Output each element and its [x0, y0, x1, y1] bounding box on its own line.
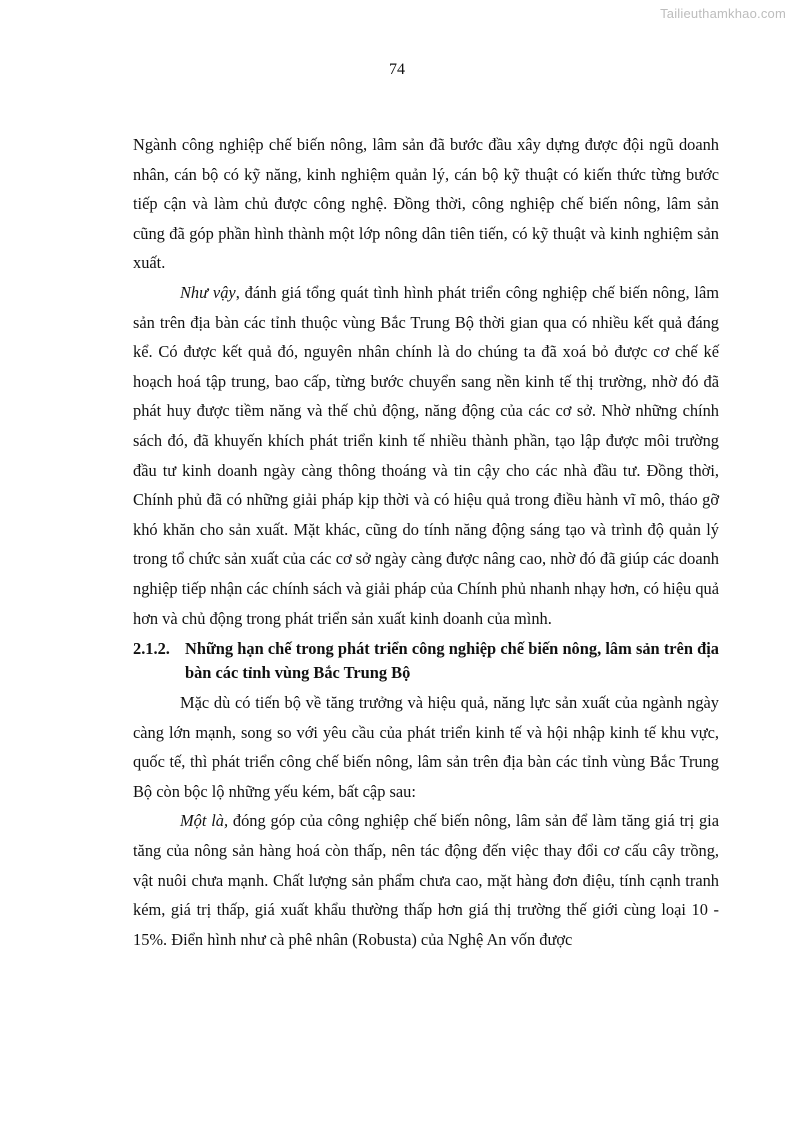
paragraph-2-lead: Như vậy	[180, 282, 236, 302]
document-body	[133, 130, 719, 954]
paragraph-4	[133, 806, 719, 954]
section-number: 2.1.2.	[133, 639, 170, 659]
paragraph-2	[133, 278, 719, 633]
paragraph-1: Ngành công nghiệp chế biến nông, lâm sản đã bước đầu xây dựng được đội ngũ doanh nhân, cán bộ có kỹ năng, kinh nghiệm quản lý, cán bộ kỹ thuật có kiến thức từng bước tiếp cận và làm chủ được công nghệ. Đồng thời, công nghiệp chế biến nông, lâm sản cũng đã góp phần hình thành một lớp nông dân tiên tiến, có kỹ thuật và kinh nghiệm sản xuất.	[133, 135, 719, 273]
paragraph-2-body: , đánh giá tổng quát tình hình phát triển công nghiệp chế biến nông, lâm sản trên địa bàn các tỉnh thuộc vùng Bắc Trung Bộ thời gian qua có nhiều kết quả đáng kể. Có được kết quả đó, nguyên nhân chính là do chúng ta đã xoá bỏ được cơ chế kế hoạch hoá tập trung, bao cấp, từng bước chuyển sang nền kinh tế thị trường, nhờ đó đã phát huy được tiềm năng và thế chủ động, năng động của các cơ sở. Nhờ những chính sách đó, đã khuyến khích phát triển kinh tế nhiều thành phần, tạo lập được môi trường đầu tư kinh doanh ngày càng thông thoáng và tin cậy cho các nhà đầu tư. Đồng thời, Chính phủ đã có những giải pháp kịp thời và có hiệu quả trong điều hành vĩ mô, tháo gỡ khó khăn cho sản xuất. Mặt khác, cũng do tính năng động sáng tạo và trình độ quản lý trong tổ chức sản xuất của các cơ sở ngày càng được nâng cao, nhờ đó đã giúp các doanh nghiệp tiếp nhận các chính sách và giải pháp của Chính phủ nhanh nhạy hơn, có hiệu quả hơn và chủ động trong phát triển sản xuất kinh doanh của mình.	[133, 282, 719, 628]
watermark: Tailieuthamkhao.com	[660, 6, 786, 21]
page-number: 74	[389, 61, 405, 78]
section-heading	[133, 633, 719, 688]
paragraph-4-body: đóng góp của công nghiệp chế biến nông, lâm sản để làm tăng giá trị gia tăng của nông sản hàng hoá còn thấp, nên tác động đến việc thay đổi cơ cấu cây trồng, vật nuôi chưa mạnh. Chất lượng sản phẩm chưa cao, mặt hàng đơn điệu, tính cạnh tranh kém, giá trị thấp, giá xuất khẩu thường thấp hơn giá thị trường thế giới cùng loại 10 - 15%. Điển hình như cà phê nhân (Robusta) của Nghệ An vốn được	[133, 811, 719, 949]
section-title: Những hạn chế trong phát triển công nghiệp chế biến nông, lâm sản trên địa bàn các tỉnh vùng Bắc Trung Bộ	[185, 639, 719, 683]
paragraph-3: Mặc dù có tiến bộ về tăng trưởng và hiệu quả, năng lực sản xuất của ngành ngày càng lớn mạnh, song so với yêu cầu của phát triển kinh tế và hội nhập kinh tế khu vực, quốc tế, thì phát triển công chế biến nông, lâm sản trên địa bàn các tỉnh vùng Bắc Trung Bộ còn bộc lộ những yếu kém, bất cập sau:	[133, 693, 719, 801]
paragraph-4-lead: Một là,	[180, 811, 229, 831]
